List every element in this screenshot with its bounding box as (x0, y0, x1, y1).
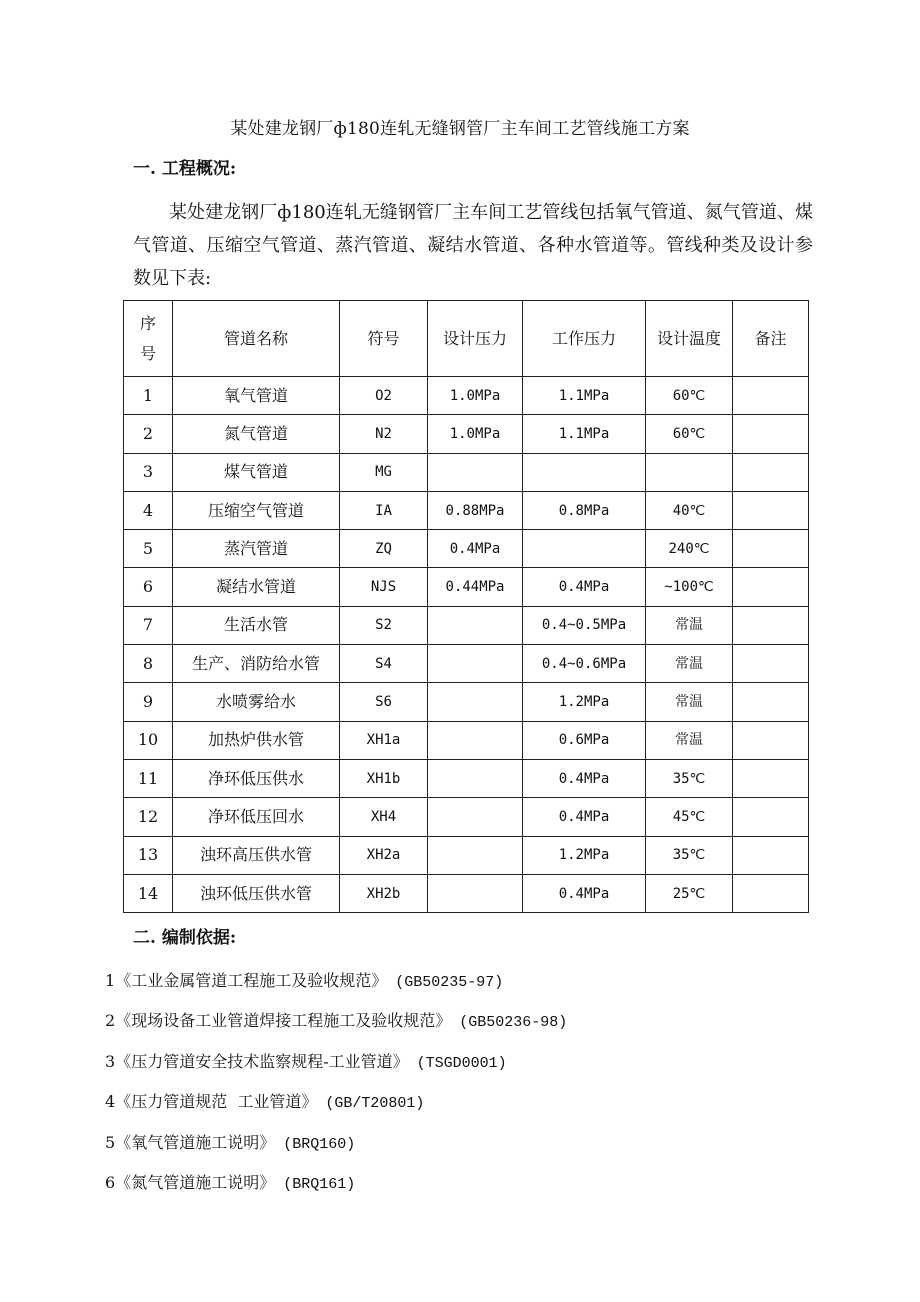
cell-working-pressure: 0.6MPa (523, 721, 646, 759)
table-row (124, 721, 809, 759)
cell-index: 6 (124, 568, 173, 606)
cell-symbol: XH2b (340, 874, 428, 912)
cell-pipe-name: 浊环高压供水管 (173, 836, 340, 874)
cell-pipe-name: 生活水管 (173, 606, 340, 644)
cell-working-pressure: 0.8MPa (523, 491, 646, 529)
cell-design-pressure: 0.4MPa (428, 530, 523, 568)
reference-title: 《氧气管道施工说明》 (115, 1132, 276, 1152)
cell-index: 1 (124, 377, 173, 415)
cell-working-pressure: 0.4MPa (523, 798, 646, 836)
table-row (124, 798, 809, 836)
cell-remarks (733, 683, 809, 721)
cell-working-pressure: 1.2MPa (523, 836, 646, 874)
cell-symbol: S6 (340, 683, 428, 721)
reference-code: (TSGD0001) (416, 1054, 507, 1072)
cell-remarks (733, 530, 809, 568)
reference-title: 《现场设备工业管道焊接工程施工及验收规范》 (115, 1011, 452, 1031)
cell-design-temperature (646, 453, 733, 491)
cell-design-temperature: 25℃ (646, 874, 733, 912)
cell-pipe-name: 水喷雾给水 (173, 683, 340, 721)
cell-design-pressure (428, 683, 523, 721)
cell-symbol: XH1a (340, 721, 428, 759)
table-row (124, 568, 809, 606)
cell-working-pressure: 0.4MPa (523, 568, 646, 606)
cell-symbol: S2 (340, 606, 428, 644)
reference-code: (GB50235-97) (395, 974, 504, 991)
cell-working-pressure: 1.1MPa (523, 415, 646, 453)
cell-design-temperature: 常温 (646, 721, 733, 759)
reference-title: 《氮气管道施工说明》 (115, 1173, 276, 1193)
reference-number: 5 (105, 1132, 116, 1152)
reference-number: 3 (105, 1051, 116, 1071)
cell-remarks (733, 415, 809, 453)
header-cell-symbol: 符号 (340, 301, 428, 377)
document-title: 某处建龙钢厂ф180连轧无缝钢管厂主车间工艺管线施工方案 (230, 119, 690, 139)
reference-code: (BRQ160) (283, 1135, 356, 1153)
cell-symbol: MG (340, 453, 428, 491)
cell-design-temperature: 常温 (646, 683, 733, 721)
cell-design-pressure: 0.88MPa (428, 491, 523, 529)
cell-remarks (733, 568, 809, 606)
cell-index: 8 (124, 645, 173, 683)
cell-symbol: NJS (340, 568, 428, 606)
reference-number: 2 (105, 1011, 116, 1031)
cell-remarks (733, 836, 809, 874)
cell-pipe-name: 加热炉供水管 (173, 721, 340, 759)
cell-working-pressure (523, 530, 646, 568)
cell-design-pressure (428, 798, 523, 836)
table-row (124, 453, 809, 491)
cell-working-pressure: 0.4~0.6MPa (523, 645, 646, 683)
cell-remarks (733, 453, 809, 491)
cell-design-pressure (428, 874, 523, 912)
cell-index: 12 (124, 798, 173, 836)
cell-design-pressure (428, 645, 523, 683)
cell-remarks (733, 874, 809, 912)
cell-design-temperature: 60℃ (646, 377, 733, 415)
cell-pipe-name: 生产、消防给水管 (173, 645, 340, 683)
cell-pipe-name: 净环低压供水 (173, 759, 340, 797)
cell-remarks (733, 491, 809, 529)
cell-index: 3 (124, 453, 173, 491)
cell-design-temperature: 35℃ (646, 759, 733, 797)
reference-number: 6 (105, 1173, 116, 1193)
section-heading-overview: 一. 工程概况: (133, 159, 237, 179)
cell-index: 5 (124, 530, 173, 568)
reference-item (105, 1124, 865, 1164)
cell-pipe-name: 压缩空气管道 (173, 491, 340, 529)
cell-remarks (733, 759, 809, 797)
cell-index: 9 (124, 683, 173, 721)
cell-design-temperature: 40℃ (646, 491, 733, 529)
cell-symbol: S4 (340, 645, 428, 683)
header-cell-pipe-name: 管道名称 (173, 301, 340, 377)
table-row (124, 759, 809, 797)
cell-remarks (733, 606, 809, 644)
cell-index: 2 (124, 415, 173, 453)
cell-symbol: IA (340, 491, 428, 529)
cell-index: 13 (124, 836, 173, 874)
cell-symbol: XH4 (340, 798, 428, 836)
cell-pipe-name: 氮气管道 (173, 415, 340, 453)
cell-design-pressure: 0.44MPa (428, 568, 523, 606)
header-cell-remarks: 备注 (733, 301, 809, 377)
reference-number: 4 (105, 1092, 116, 1112)
cell-design-pressure (428, 721, 523, 759)
cell-index: 4 (124, 491, 173, 529)
section-heading-basis: 二. 编制依据: (133, 928, 237, 948)
table-row (124, 530, 809, 568)
table-row (124, 415, 809, 453)
cell-working-pressure: 0.4~0.5MPa (523, 606, 646, 644)
cell-symbol: XH2a (340, 836, 428, 874)
cell-remarks (733, 377, 809, 415)
cell-design-temperature: ~100℃ (646, 568, 733, 606)
cell-working-pressure: 0.4MPa (523, 874, 646, 912)
cell-working-pressure (523, 453, 646, 491)
overview-paragraph: 某处建龙钢厂ф180连轧无缝钢管厂主车间工艺管线包括氧气管道、氮气管道、煤气管道、压缩空气管道、蒸汽管道、凝结水管道、各种水管道等。管线种类及设计参数见下表: (133, 202, 813, 289)
cell-remarks (733, 721, 809, 759)
reference-title: 《压力管道安全技术监察规程-工业管道》 (115, 1051, 409, 1071)
header-cell-working-pressure: 工作压力 (523, 301, 646, 377)
cell-pipe-name: 煤气管道 (173, 453, 340, 491)
reference-list (105, 962, 865, 1204)
table-header-row (124, 301, 809, 377)
reference-item (105, 962, 865, 1002)
table-row (124, 874, 809, 912)
table-row (124, 377, 809, 415)
cell-remarks (733, 645, 809, 683)
cell-remarks (733, 798, 809, 836)
reference-title: 《压力管道规范 工业管道》 (115, 1092, 318, 1112)
cell-symbol: XH1b (340, 759, 428, 797)
cell-pipe-name: 浊环低压供水管 (173, 874, 340, 912)
reference-code: (GB/T20801) (325, 1095, 425, 1113)
cell-working-pressure: 1.2MPa (523, 683, 646, 721)
reference-code: (BRQ161) (283, 1176, 356, 1194)
reference-title: 《工业金属管道工程施工及验收规范》 (115, 971, 388, 990)
cell-index: 14 (124, 874, 173, 912)
reference-item (105, 1043, 865, 1083)
table-row (124, 836, 809, 874)
cell-design-temperature: 45℃ (646, 798, 733, 836)
table-row (124, 491, 809, 529)
cell-design-temperature: 35℃ (646, 836, 733, 874)
header-cell-design-pressure: 设计压力 (428, 301, 523, 377)
reference-item (105, 1083, 865, 1123)
cell-design-pressure (428, 836, 523, 874)
cell-pipe-name: 净环低压回水 (173, 798, 340, 836)
reference-item (105, 1164, 865, 1204)
cell-design-temperature: 常温 (646, 606, 733, 644)
cell-design-pressure: 1.0MPa (428, 377, 523, 415)
cell-index: 10 (124, 721, 173, 759)
cell-design-pressure (428, 453, 523, 491)
cell-design-temperature: 240℃ (646, 530, 733, 568)
cell-symbol: O2 (340, 377, 428, 415)
reference-item (105, 1002, 865, 1042)
header-cell-index: 序号 (124, 301, 173, 377)
table-row (124, 683, 809, 721)
cell-pipe-name: 蒸汽管道 (173, 530, 340, 568)
cell-symbol: N2 (340, 415, 428, 453)
cell-symbol: ZQ (340, 530, 428, 568)
cell-design-pressure: 1.0MPa (428, 415, 523, 453)
header-cell-design-temperature: 设计温度 (646, 301, 733, 377)
pipeline-parameters-table (123, 300, 809, 913)
cell-design-pressure (428, 759, 523, 797)
cell-index: 7 (124, 606, 173, 644)
table-row (124, 606, 809, 644)
cell-pipe-name: 凝结水管道 (173, 568, 340, 606)
cell-index: 11 (124, 759, 173, 797)
cell-design-temperature: 60℃ (646, 415, 733, 453)
reference-code: (GB50236-98) (459, 1014, 568, 1032)
cell-pipe-name: 氧气管道 (173, 377, 340, 415)
reference-number: 1 (105, 971, 116, 990)
cell-working-pressure: 1.1MPa (523, 377, 646, 415)
cell-design-pressure (428, 606, 523, 644)
table-row (124, 645, 809, 683)
cell-working-pressure: 0.4MPa (523, 759, 646, 797)
cell-design-temperature: 常温 (646, 645, 733, 683)
